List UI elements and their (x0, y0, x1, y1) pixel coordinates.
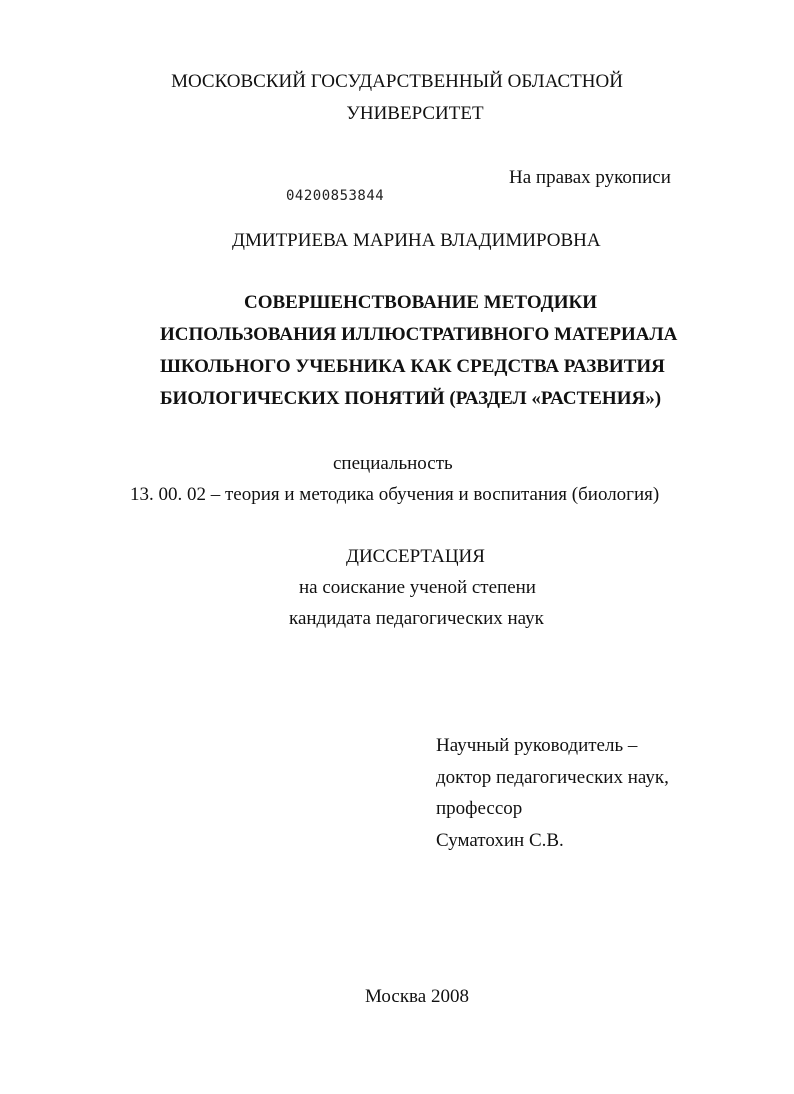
title-line-3: ШКОЛЬНОГО УЧЕБНИКА КАК СРЕДСТВА РАЗВИТИЯ (160, 356, 665, 377)
degree-line-2: кандидата педагогических наук (289, 608, 544, 629)
advisor-line-1: Научный руководитель – (436, 735, 638, 756)
author-name: ДМИТРИЕВА МАРИНА ВЛАДИМИРОВНА (232, 230, 601, 251)
university-name-line2: УНИВЕРСИТЕТ (346, 103, 484, 124)
advisor-line-4: Суматохин С.В. (436, 830, 564, 851)
title-line-4: БИОЛОГИЧЕСКИХ ПОНЯТИЙ (РАЗДЕЛ «РАСТЕНИЯ») (160, 388, 662, 409)
university-name-line1: МОСКОВСКИЙ ГОСУДАРСТВЕННЫЙ ОБЛАСТНОЙ (171, 71, 623, 92)
title-line-2: ИСПОЛЬЗОВАНИЯ ИЛЛЮСТРАТИВНОГО МАТЕРИАЛА (160, 324, 678, 345)
advisor-line-2: доктор педагогических наук, (436, 767, 669, 788)
specialty-label: специальность (333, 453, 453, 474)
degree-line-1: на соискание ученой степени (299, 577, 536, 598)
place-year: Москва 2008 (365, 986, 469, 1007)
dissertation-heading: ДИССЕРТАЦИЯ (346, 546, 485, 567)
catalog-number: 04200853844 (286, 188, 385, 204)
specialty-value: 13. 00. 02 – теория и методика обучения и воспитания (биология) (130, 484, 660, 505)
advisor-line-3: профессор (436, 798, 523, 819)
manuscript-note: На правах рукописи (509, 167, 671, 188)
title-line-1: СОВЕРШЕНСТВОВАНИЕ МЕТОДИКИ (244, 292, 598, 313)
